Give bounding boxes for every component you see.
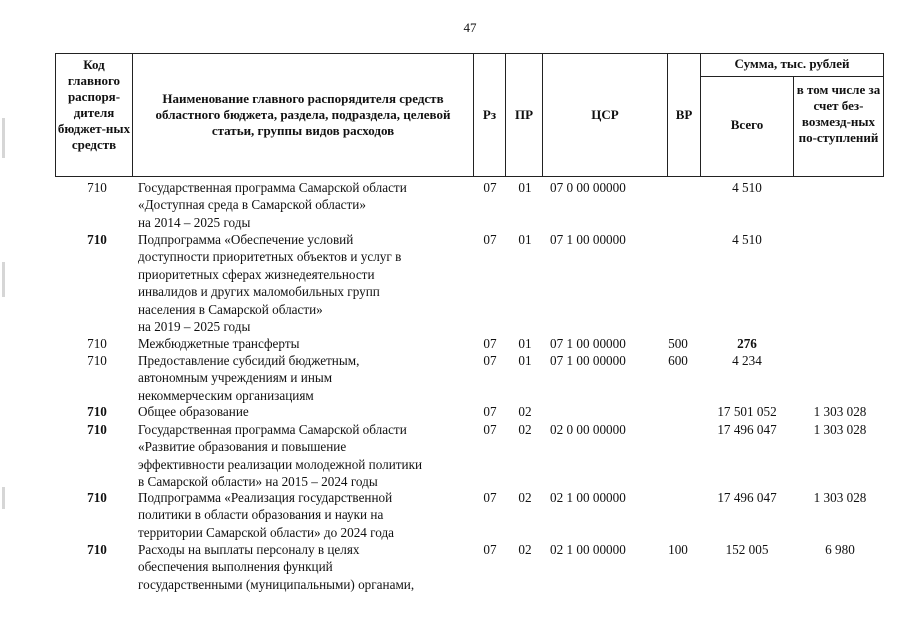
header-sum: Сумма, тыс. рублей xyxy=(734,56,850,71)
csr-cell: 07 1 00 00000 xyxy=(550,232,626,247)
header-rz: Рз xyxy=(482,107,497,122)
code-cell: 710 xyxy=(87,180,107,195)
name-line: на 2019 – 2025 годы xyxy=(138,319,251,335)
name-line: территории Самарской области» до 2024 года xyxy=(138,524,395,540)
name-line: Межбюджетные трансферты xyxy=(138,336,300,351)
header-free: в том числе за счет без-возмезд-ных по-ступлений xyxy=(796,82,881,145)
pr-cell: 02 xyxy=(518,542,532,557)
name-line: доступности приоритетных объектов и услуг в xyxy=(138,249,402,265)
free-cell: 1 303 028 xyxy=(813,404,867,419)
code-cell: 710 xyxy=(87,422,107,437)
csr-cell: 07 1 00 00000 xyxy=(550,353,626,368)
vr-cell: 500 xyxy=(668,336,688,351)
free-cell: 6 980 xyxy=(825,542,855,557)
name-line: государственными (муниципальными) органами, xyxy=(138,576,415,592)
table-header xyxy=(55,53,884,177)
header-pr: ПР xyxy=(514,107,534,122)
vr-cell: 100 xyxy=(668,542,688,557)
rz-cell: 07 xyxy=(483,353,497,368)
name-cell xyxy=(138,335,478,352)
header-csr: ЦСР xyxy=(591,107,619,122)
name-line: приоритетных сферах жизнедеятельности xyxy=(138,266,375,282)
header-total: Всего xyxy=(730,117,764,132)
name-line: Государственная программа Самарской области xyxy=(138,422,407,437)
pr-cell: 02 xyxy=(518,490,532,505)
pr-cell: 01 xyxy=(518,353,532,368)
name-line: автономным учреждениям и иным xyxy=(138,370,333,386)
name-line: в Самарской области» на 2015 – 2024 годы xyxy=(138,474,378,490)
total-cell: 152 005 xyxy=(725,542,769,557)
name-line: населения в Самарской области» xyxy=(138,301,323,317)
code-cell: 710 xyxy=(87,542,107,557)
total-cell: 276 xyxy=(737,336,757,351)
free-cell: 1 303 028 xyxy=(813,490,867,505)
name-line: «Доступная среда в Самарской области» xyxy=(138,197,366,213)
name-cell xyxy=(138,179,478,231)
total-cell: 4 510 xyxy=(732,180,762,195)
code-cell: 710 xyxy=(87,404,107,419)
csr-cell: 07 1 00 00000 xyxy=(550,336,626,351)
name-line: Государственная программа Самарской области xyxy=(138,180,407,195)
csr-cell: 07 0 00 00000 xyxy=(550,180,626,195)
csr-cell: 02 0 00 00000 xyxy=(550,422,626,437)
rz-cell: 07 xyxy=(483,542,497,557)
name-line: некоммерческим организациям xyxy=(138,387,314,403)
total-cell: 17 501 052 xyxy=(717,404,777,419)
name-cell xyxy=(138,489,478,541)
name-line: политики в области образования и науки на xyxy=(138,507,384,523)
name-line: Подпрограмма «Реализация государственной xyxy=(138,490,393,505)
pr-cell: 02 xyxy=(518,404,532,419)
header-name: Наименование главного распорядителя средств областного бюджета, раздела, подраздела, целевой статьи, группы видов расходов xyxy=(155,91,451,138)
name-line: эффективности реализации молодежной политики xyxy=(138,456,423,472)
rz-cell: 07 xyxy=(483,180,497,195)
name-line: на 2014 – 2025 годы xyxy=(138,214,251,230)
name-line: «Развитие образования и повышение xyxy=(138,439,347,455)
header-vr: ВР xyxy=(675,107,693,122)
name-cell xyxy=(138,403,478,420)
code-cell: 710 xyxy=(87,490,107,505)
name-cell xyxy=(138,352,478,404)
rz-cell: 07 xyxy=(483,232,497,247)
pr-cell: 01 xyxy=(518,232,532,247)
name-cell xyxy=(138,231,478,335)
pr-cell: 01 xyxy=(518,336,532,351)
scan-artifact xyxy=(2,118,5,158)
name-line: Подпрограмма «Обеспечение условий xyxy=(138,232,354,247)
total-cell: 4 510 xyxy=(732,232,762,247)
free-cell: 1 303 028 xyxy=(813,422,867,437)
csr-cell: 02 1 00 00000 xyxy=(550,490,626,505)
name-line: инвалидов и других маломобильных групп xyxy=(138,284,380,300)
pr-cell: 01 xyxy=(518,180,532,195)
code-cell: 710 xyxy=(87,353,107,368)
total-cell: 17 496 047 xyxy=(717,490,777,505)
rz-cell: 07 xyxy=(483,404,497,419)
page-number: 47 xyxy=(463,20,477,35)
name-cell xyxy=(138,541,478,593)
pr-cell: 02 xyxy=(518,422,532,437)
rz-cell: 07 xyxy=(483,422,497,437)
name-line: Общее образование xyxy=(138,404,249,419)
header-code: Код главного распоря-дителя бюджет-ных средств xyxy=(57,57,131,152)
code-cell: 710 xyxy=(87,336,107,351)
vr-cell: 600 xyxy=(668,353,688,368)
code-cell: 710 xyxy=(87,232,107,247)
name-line: Расходы на выплаты персоналу в целях xyxy=(138,542,360,557)
total-cell: 4 234 xyxy=(732,353,762,368)
name-line: обеспечения выполнения функций xyxy=(138,559,333,575)
name-line: Предоставление субсидий бюджетным, xyxy=(138,353,360,368)
scan-artifact xyxy=(2,487,5,509)
scan-artifact xyxy=(2,262,5,297)
csr-cell: 02 1 00 00000 xyxy=(550,542,626,557)
rz-cell: 07 xyxy=(483,490,497,505)
total-cell: 17 496 047 xyxy=(717,422,777,437)
rz-cell: 07 xyxy=(483,336,497,351)
name-cell xyxy=(138,421,478,491)
